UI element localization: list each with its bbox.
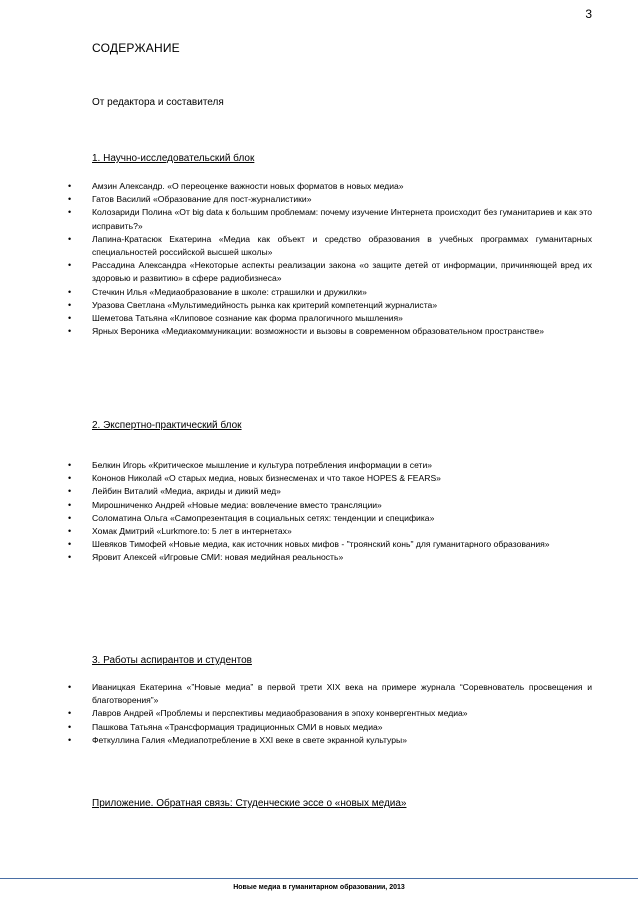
- toc-item-text: Лавров Андрей «Проблемы и перспективы медиаобразования в эпоху конвергентных медиа»: [92, 708, 468, 719]
- section-list-expert: [0, 459, 638, 565]
- bullet-icon: •: [68, 682, 72, 692]
- toc-item[interactable]: [0, 512, 638, 525]
- page-title: СОДЕРЖАНИЕ: [92, 41, 180, 55]
- toc-item-text: Мирошниченко Андрей «Новые медиа: вовлечение вместо трансляции»: [92, 499, 382, 510]
- toc-item[interactable]: [0, 551, 638, 564]
- section-list-research: [0, 180, 638, 338]
- toc-item-text: Шеметова Татьяна «Клиповое сознание как форма пралогичного мышления»: [92, 313, 403, 324]
- toc-item[interactable]: [0, 193, 638, 206]
- toc-item[interactable]: [0, 233, 638, 259]
- bullet-icon: •: [68, 552, 72, 563]
- bullet-icon: •: [68, 539, 72, 550]
- toc-item-text: Колозариди Полина «От big data к большим проблемам: почему изучение Интернета происходит без гуманитариев и как это исправить?»: [92, 207, 592, 231]
- toc-item-text: Яровит Алексей «Игровые СМИ: новая медийная реальность»: [92, 552, 344, 563]
- bullet-icon: •: [68, 207, 72, 218]
- toc-item[interactable]: [0, 707, 638, 720]
- bullet-icon: •: [68, 512, 72, 523]
- toc-item[interactable]: [0, 259, 638, 285]
- bullet-icon: •: [68, 233, 72, 244]
- bullet-icon: •: [68, 286, 72, 297]
- bullet-icon: •: [68, 299, 72, 310]
- toc-item[interactable]: [0, 721, 638, 734]
- bullet-icon: •: [68, 734, 72, 745]
- toc-item[interactable]: [0, 299, 638, 312]
- page-footer: Новые медиа в гуманитарном образовании, 2013: [233, 884, 405, 891]
- bullet-icon: •: [68, 194, 72, 205]
- toc-item[interactable]: [0, 180, 638, 193]
- toc-item-text: Белкин Игорь «Критическое мышление и культура потребления информации в сети»: [92, 460, 433, 470]
- bullet-icon: •: [68, 708, 72, 719]
- toc-item-text: Шевяков Тимофей «Новые медиа, как источник новых мифов - "троянский конь" для гуманитарного образования»: [92, 539, 550, 550]
- toc-item-text: Иваницкая Екатерина «”Новые медиа” в первой трети XIX века на примере журнала “Соревнователь просвещения и благотворения”»: [92, 682, 592, 706]
- section-heading-expert[interactable]: 2. Экспертно-практический блок: [92, 420, 242, 431]
- toc-item[interactable]: [0, 286, 638, 299]
- toc-item-text: Лапина-Кратасюк Екатерина «Медиа как объект и средство образования в учебных программах гуманитарных специальностей российской высшей школы»: [92, 233, 592, 258]
- toc-item-text: Феткуллина Галия «Медиапотребление в XXI веке в свете экранной культуры»: [92, 734, 407, 745]
- toc-item-text: Уразова Светлана «Мультимедийность рынка как критерий компетенций журналиста»: [92, 299, 438, 310]
- bullet-icon: •: [68, 460, 72, 470]
- toc-item[interactable]: [0, 472, 638, 485]
- toc-item[interactable]: [0, 525, 638, 538]
- toc-intro-entry[interactable]: От редактора и составителя: [92, 97, 224, 108]
- bullet-icon: •: [68, 721, 72, 732]
- footer-divider: [0, 878, 638, 879]
- bullet-icon: •: [68, 181, 72, 191]
- section-list-students: [0, 681, 638, 747]
- toc-item[interactable]: [0, 312, 638, 325]
- toc-item[interactable]: [0, 681, 638, 707]
- toc-item-text: Лейбин Виталий «Медиа, акриды и дикий мед»: [92, 486, 281, 497]
- toc-item-text: Рассадина Александра «Некоторые аспекты реализации закона «о защите детей от информации, причиняющей вред их здоровью и развитию» в сфере радиобизнеса»: [92, 260, 592, 284]
- toc-item[interactable]: [0, 485, 638, 498]
- toc-item-text: Хомак Дмитрий «Lurkmore.to: 5 лет в интернетах»: [92, 526, 292, 537]
- toc-item-text: Стечкин Илья «Медиаобразование в школе: страшилки и дружилки»: [92, 286, 367, 297]
- appendix-link[interactable]: Приложение. Обратная связь: Студенческие эссе о «новых медиа»: [92, 798, 407, 809]
- toc-item[interactable]: [0, 499, 638, 512]
- bullet-icon: •: [68, 260, 72, 271]
- toc-item[interactable]: [0, 538, 638, 551]
- page-number: 3: [585, 7, 592, 21]
- bullet-icon: •: [68, 499, 72, 510]
- bullet-icon: •: [68, 526, 72, 537]
- toc-item[interactable]: [0, 206, 638, 232]
- toc-item[interactable]: [0, 459, 638, 472]
- toc-item[interactable]: [0, 734, 638, 747]
- toc-item-text: Пашкова Татьяна «Трансформация традиционных СМИ в новых медиа»: [92, 721, 383, 732]
- toc-item-text: Ярных Вероника «Медиакоммуникации: возможности и вызовы в современном образовательном пространстве»: [92, 326, 545, 337]
- section-heading-research[interactable]: 1. Научно-исследовательский блок: [92, 153, 255, 164]
- bullet-icon: •: [68, 473, 72, 484]
- toc-item[interactable]: [0, 325, 638, 338]
- toc-item-text: Соломатина Ольга «Самопрезентация в социальных сетях: тенденции и специфика»: [92, 512, 435, 523]
- toc-item-text: Амзин Александр. «О переоценке важности новых форматов в новых медиа»: [92, 181, 404, 191]
- section-heading-students[interactable]: 3. Работы аспирантов и студентов: [92, 655, 252, 666]
- bullet-icon: •: [68, 486, 72, 497]
- toc-item-text: Гатов Василий «Образование для пост-журналистики»: [92, 194, 312, 205]
- toc-item-text: Кононов Николай «О старых медиа, новых бизнесменах и что такое HOPES & FEARS»: [92, 473, 441, 484]
- bullet-icon: •: [68, 326, 72, 337]
- bullet-icon: •: [68, 313, 72, 324]
